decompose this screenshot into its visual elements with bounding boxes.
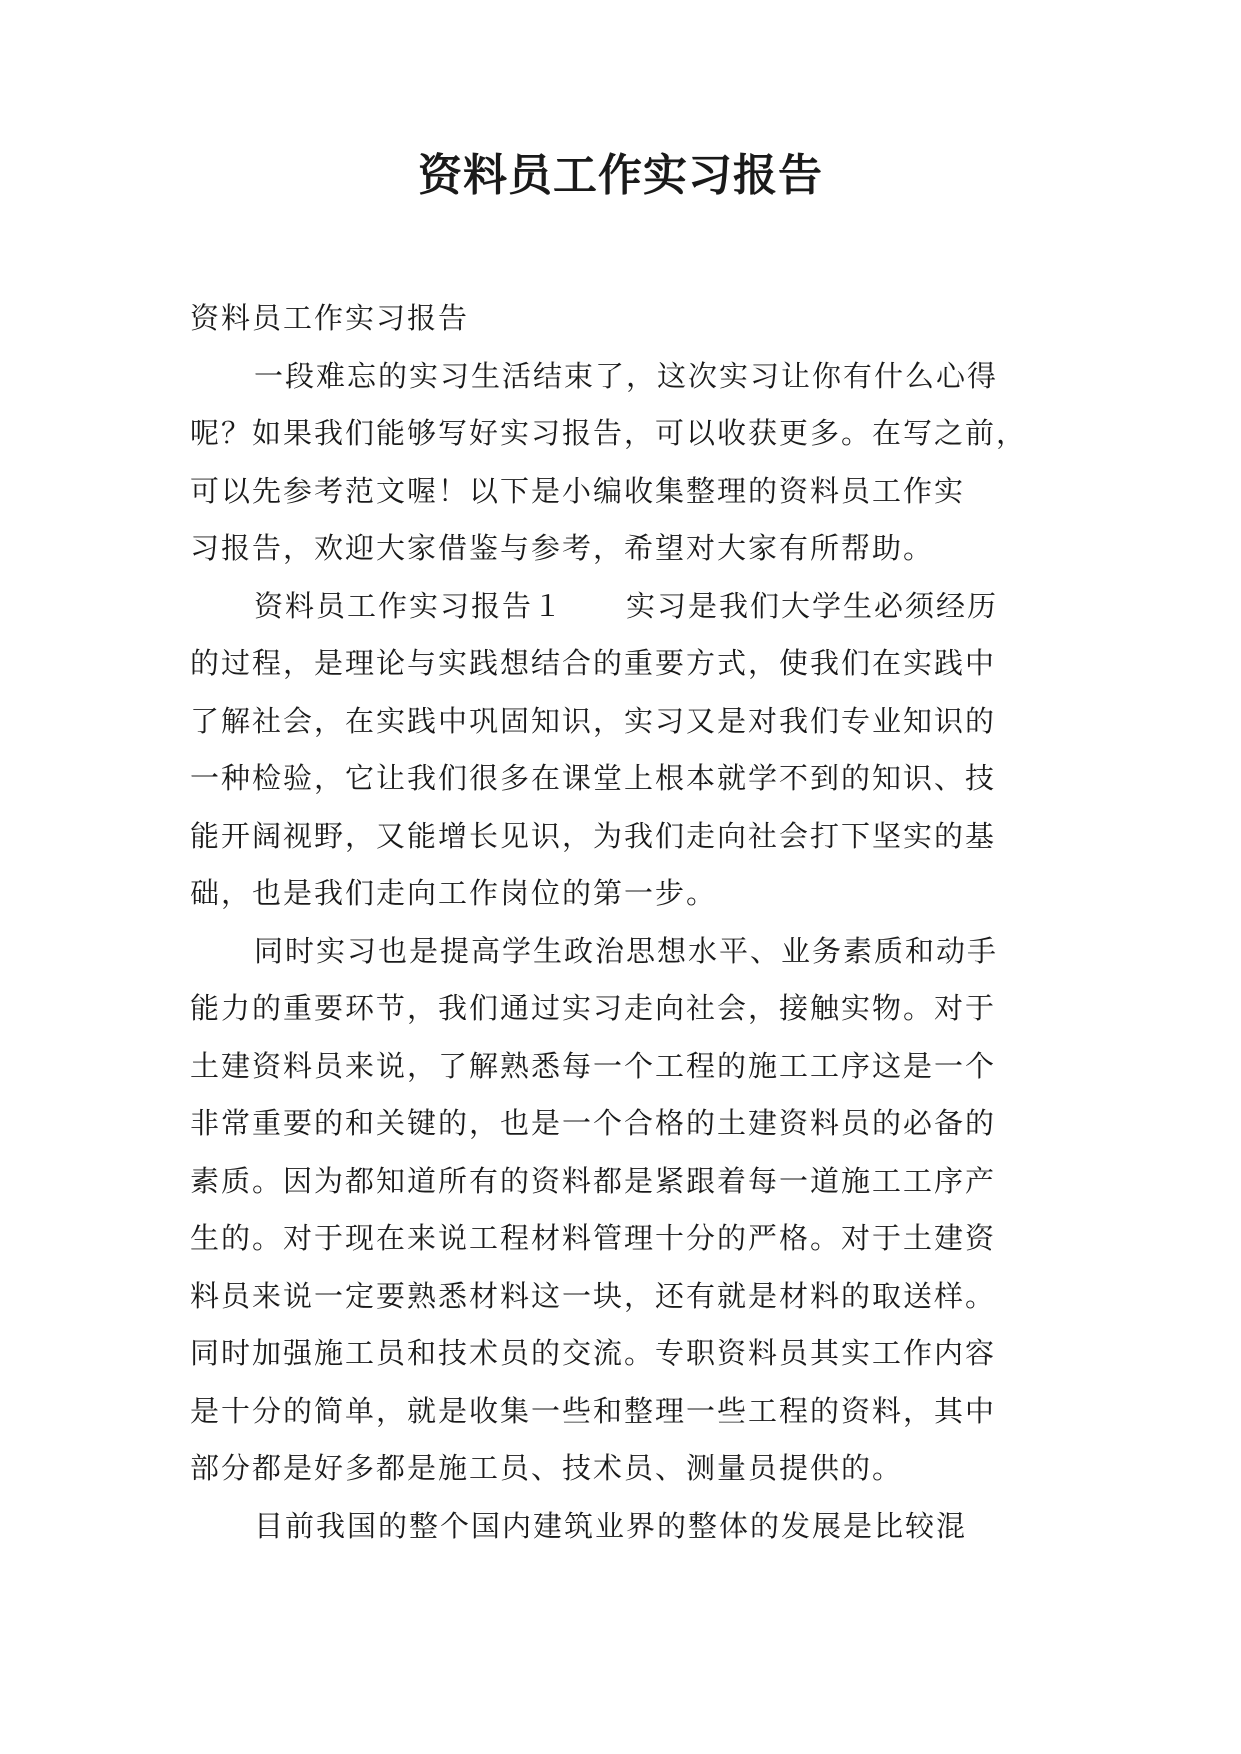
body-line: 资料员工作实习报告 xyxy=(190,301,470,335)
body-line: 习报告，欢迎大家借鉴与参考，希望对大家有所帮助。 xyxy=(190,531,935,565)
body-line: 是十分的简单，就是收集一些和整理一些工程的资料，其中 xyxy=(190,1393,997,1428)
body-line: 非常重要的和关键的，也是一个合格的土建资料员的必备的 xyxy=(190,1106,997,1140)
body-line: 料员来说一定要熟悉材料这一块，还有就是材料的取送样。 xyxy=(190,1278,997,1313)
document-body xyxy=(190,290,1070,1555)
document-title: 资料员工作实习报告 xyxy=(418,150,823,201)
body-line: 目前我国的整个国内建筑业界的整体的发展是比较混 xyxy=(254,1508,968,1543)
body-line: 的过程，是理论与实践想结合的重要方式，使我们在实践中 xyxy=(190,646,997,680)
body-line: 础，也是我们走向工作岗位的第一步。 xyxy=(190,876,718,910)
body-line: 可以先参考范文喔！以下是小编收集整理的资料员工作实 xyxy=(190,473,966,508)
body-line: 土建资料员来说，了解熟悉每一个工程的施工工序这是一个 xyxy=(190,1048,997,1083)
body-line: 能开阔视野，又能增长见识，为我们走向社会打下坚实的基 xyxy=(190,818,997,853)
body-line: 同时实习也是提高学生政治思想水平、业务素质和动手 xyxy=(254,933,999,968)
body-line: 生的。对于现在来说工程材料管理十分的严格。对于土建资 xyxy=(190,1221,997,1255)
body-line: 了解社会，在实践中巩固知识，实习又是对我们专业知识的 xyxy=(190,703,997,738)
body-line: 呢？如果我们能够写好实习报告，可以收获更多。在写之前， xyxy=(190,416,1028,450)
body-line: 一段难忘的实习生活结束了，这次实习让你有什么心得 xyxy=(254,358,999,393)
body-line: 能力的重要环节，我们通过实习走向社会，接触实物。对于 xyxy=(190,991,997,1025)
body-line: 同时加强施工员和技术员的交流。专职资料员其实工作内容 xyxy=(190,1336,997,1370)
body-line: 素质。因为都知道所有的资料都是紧跟着每一道施工工序产 xyxy=(190,1163,997,1198)
body-line: 部分都是好多都是施工员、技术员、测量员提供的。 xyxy=(190,1451,904,1485)
body-line: 一种检验，它让我们很多在课堂上根本就学不到的知识、技 xyxy=(190,761,997,795)
body-line: 资料员工作实习报告１ 实习是我们大学生必须经历 xyxy=(254,588,999,623)
